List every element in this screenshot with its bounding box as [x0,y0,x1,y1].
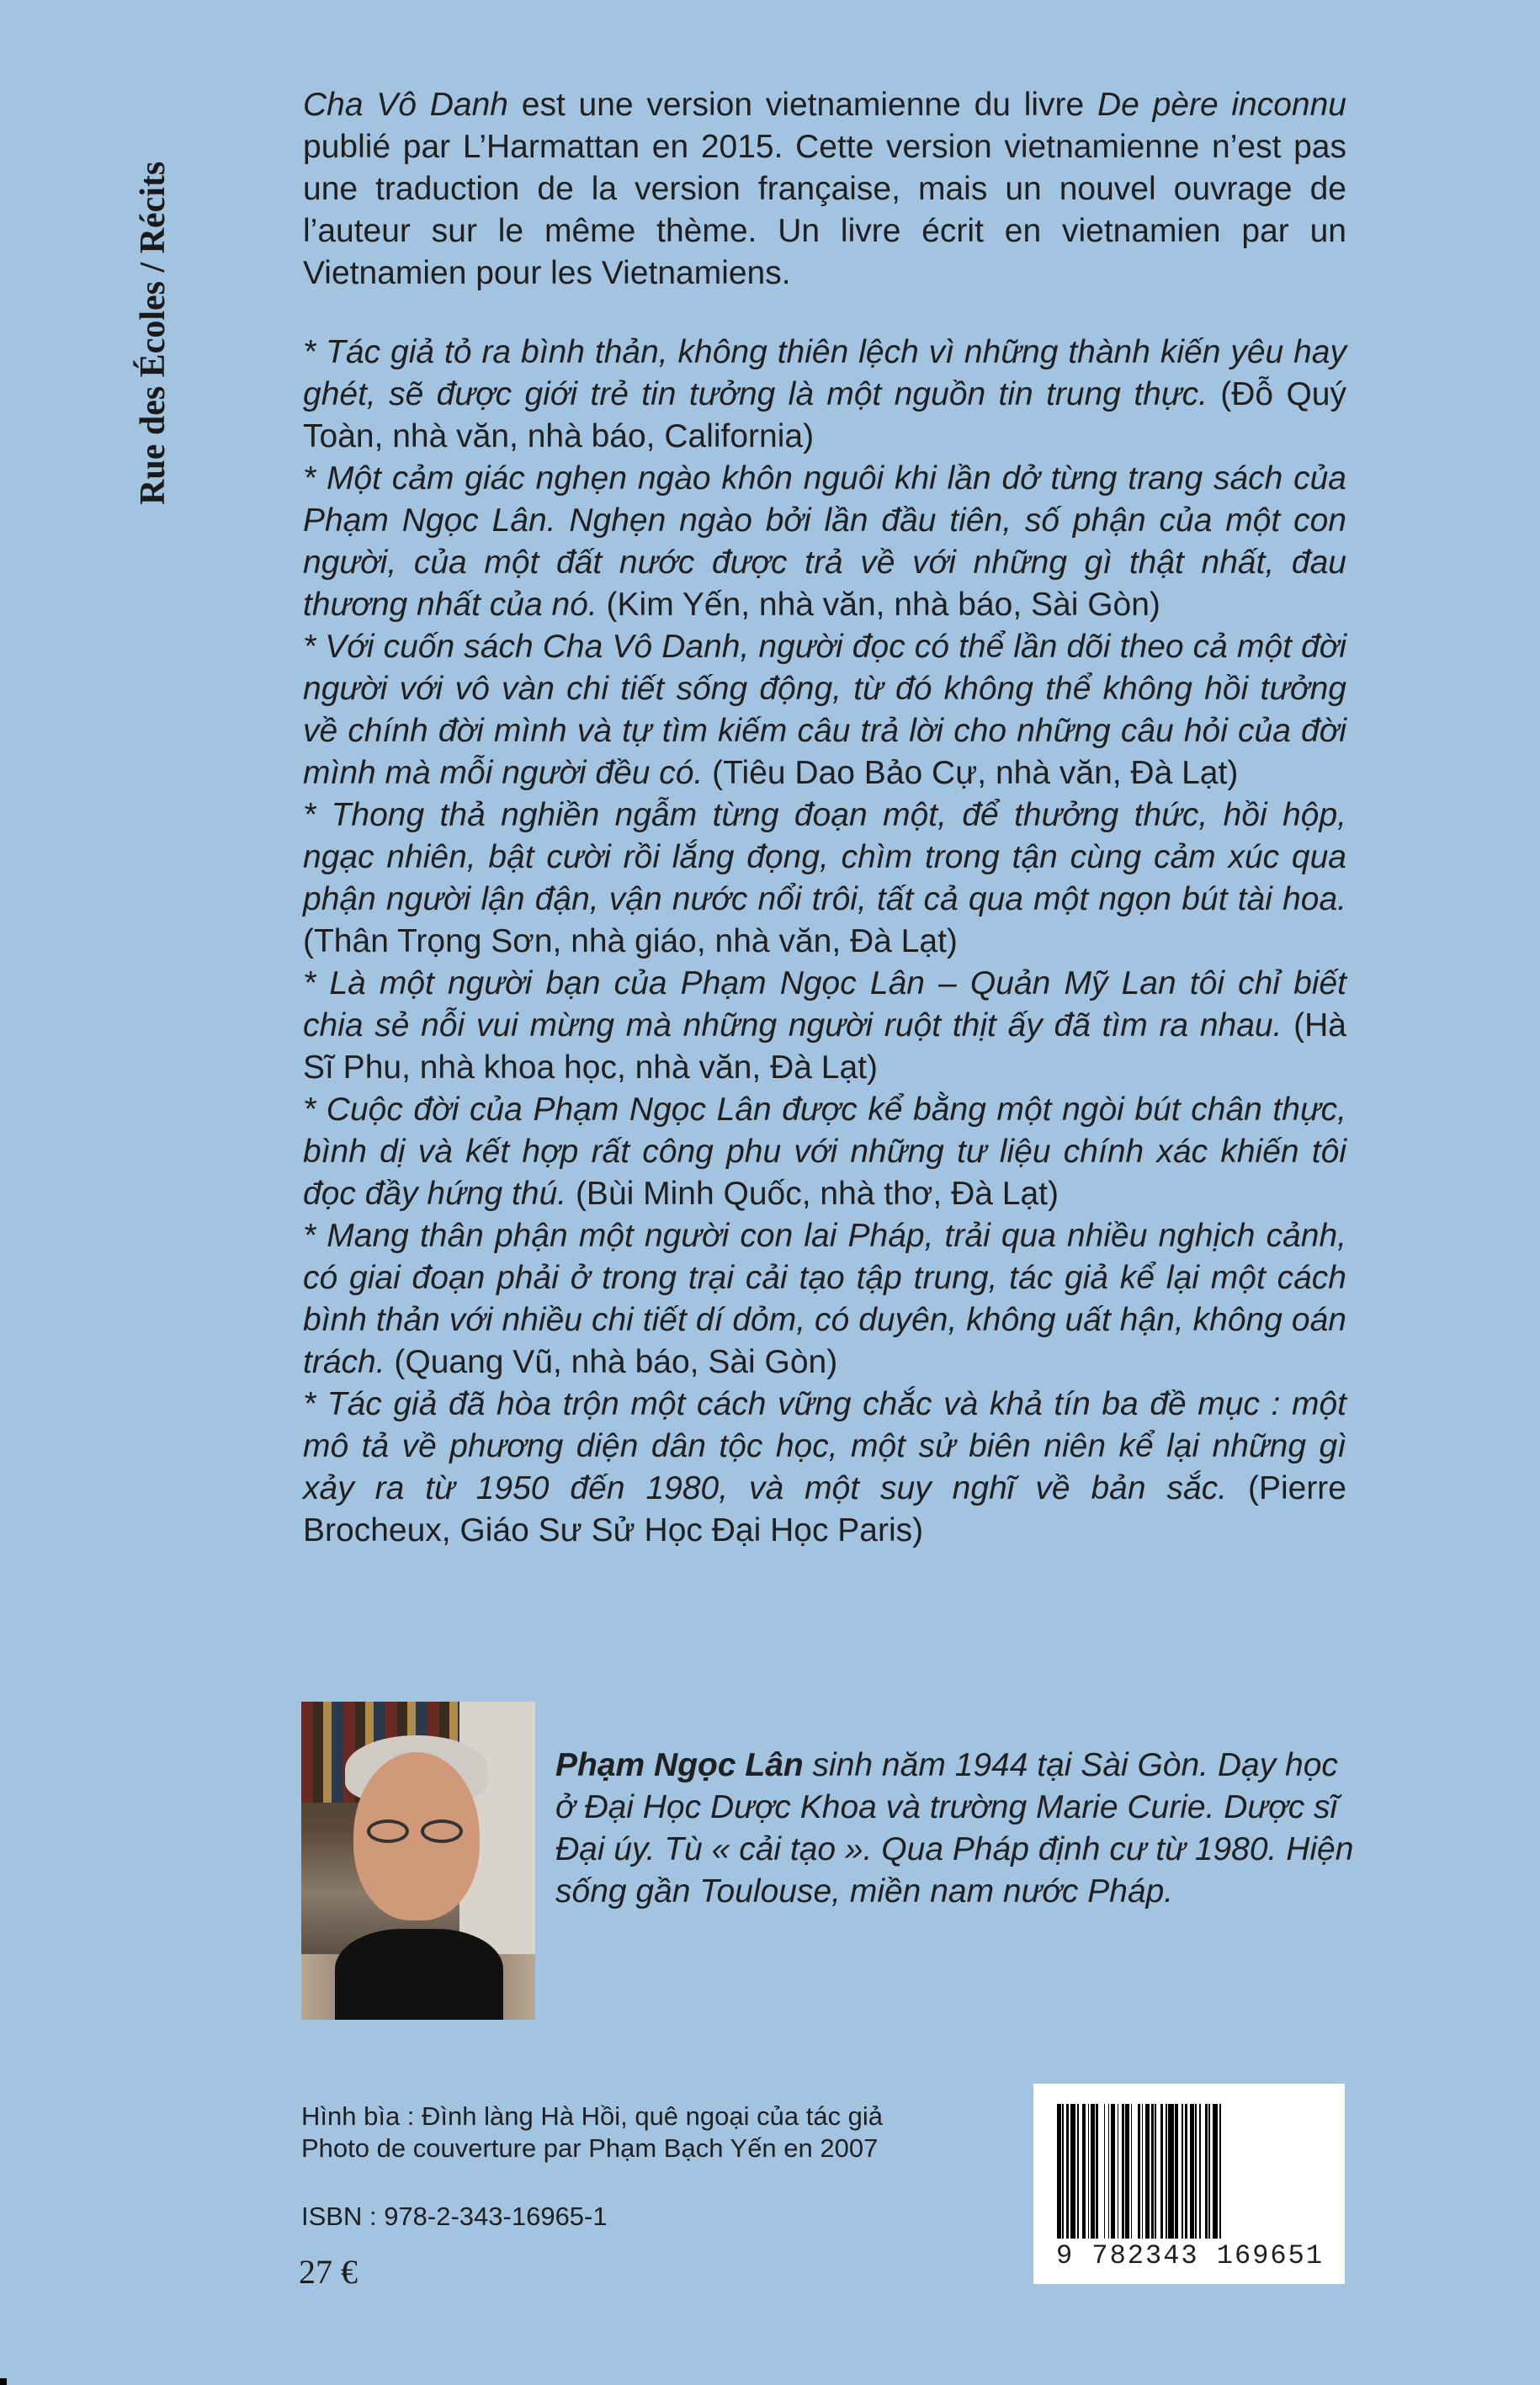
author-block [301,1702,1353,2021]
quote-source: (Bùi Minh Quốc, nhà thơ, Đà Lạt) [566,1176,1059,1212]
quote-text: * Tác giả tỏ ra bình thản, không thiên lệch vì những thành kiến yêu hay ghét, sẽ được giới trẻ tin tưởng là một nguồn tin trung thực. [303,334,1346,412]
quote-source: (Đỗ Quý Toàn, nhà văn, nhà báo, California) [303,376,1346,454]
book-title-vn: Cha Vô Danh [303,87,508,123]
author-name: Phạm Ngọc Lân [555,1747,804,1783]
intro-text-2: publié par L’Harmattan en 2015. Cette version vietnamienne n’est pas une traduction de la version française, mais un nouvel ouvrage de l’auteur sur le même thème. Un livre écrit en vietnamien par un Vietnamien pour les Vietnamiens. [303,129,1346,291]
review-quote [303,1089,1346,1215]
review-quote [303,1384,1346,1552]
barcode-bars [1057,2104,1323,2239]
quote-text: * Thong thả nghiền ngẫm từng đoạn một, để thưởng thức, hồi hộp, ngạc nhiên, bật cười rồi lắng đọng, chìm trong tận cùng cảm xúc qua phận người lận đận, vận nước nổi trôi, tất cả qua một ngọn bút tài hoa. [303,797,1346,917]
author-bio-text: sinh năm 1944 tại Sài Gòn. Dạy học ở Đại Học Dược Khoa và trường Marie Curie. Dược sĩ Đại úy. Tù « cải tạo ». Qua Pháp định cư từ 1980. Hiện sống gần Toulouse, miền nam nước Pháp. [555,1747,1354,1910]
quote-source: (Tiêu Dao Bảo Cự, nhà văn, Đà Lạt) [703,755,1239,791]
quote-source: (Quang Vũ, nhà báo, Sài Gòn) [385,1344,838,1380]
cover-credits [301,2101,883,2165]
quote-source: (Thân Trọng Sơn, nhà giáo, nhà văn, Đà Lạt) [303,923,958,959]
back-cover-text [303,84,1346,1552]
review-quote [303,963,1346,1089]
cover-credit-vn: Hình bìa : Đình làng Hà Hồi, quê ngoại của tác giả [301,2101,884,2131]
quote-text: * Tác giả đã hòa trộn một cách vững chắc và khả tín ba đề mục : một mô tả về phương diện dân tộc học, một sử biên niên kể lại những gì xảy ra từ 1950 đến 1980, và một suy nghĩ về bản sắc. [303,1386,1346,1506]
book-title-fr: De père inconnu [1097,87,1347,123]
review-quote [303,1215,1346,1384]
quote-source: (Kim Yến, nhà văn, nhà báo, Sài Gòn) [597,587,1160,623]
review-quote [303,458,1346,626]
quote-text: * Là một người bạn của Phạm Ngọc Lân – Quản Mỹ Lan tôi chỉ biết chia sẻ nỗi vui mừng mà những người ruột thịt ấy đã tìm ra nhau. [303,965,1346,1044]
quote-text: * Cuộc đời của Phạm Ngọc Lân được kể bằng một ngòi bút chân thực, bình dị và kết hợp rất công phu với những tư liệu chính xác khiến tôi đọc đầy hứng thú. [303,1092,1346,1212]
barcode [1033,2084,1345,2284]
author-bio [555,1745,1355,1913]
quote-text: * Một cảm giác nghẹn ngào khôn nguôi khi lần dở từng trang sách của Phạm Ngọc Lân. Nghẹn ngào bởi lần đầu tiên, số phận của một con người, của một đất nước được trả về với những gì thật nhất, đau thương nhất của nó. [303,460,1346,623]
intro-paragraph [303,84,1346,295]
spine-series-title: Rue des Écoles / Récits [134,161,173,505]
barcode-digits: 9 782343 169651 [1055,2240,1325,2271]
isbn: ISBN : 978-2-343-16965-1 [301,2202,608,2231]
quote-source: (Hà Sĩ Phu, nhà khoa học, nhà văn, Đà Lạt) [303,1007,1346,1086]
crop-mark [0,2378,7,2385]
cover-credit-fr: Photo de couverture par Phạm Bạch Yến en 2007 [301,2133,879,2163]
review-quote [303,626,1346,794]
glasses-icon [367,1819,466,1845]
quote-source: (Pierre Brocheux, Giáo Sư Sử Học Đại Học Paris) [303,1470,1346,1548]
intro-text-1: est une version vietnamienne du livre [508,87,1097,123]
price: 27 € [299,2253,358,2291]
review-quote [303,794,1346,963]
author-photo [301,1702,535,2020]
quote-text: * Với cuốn sách Cha Vô Danh, người đọc có thể lần dõi theo cả một đời người với vô vàn chi tiết sống động, từ đó không thể không hồi tưởng về chính đời mình và tự tìm kiếm câu trả lời cho những câu hỏi của đời mình mà mỗi người đều có. [303,629,1346,791]
turtleneck [335,1929,503,2020]
review-quote [303,332,1346,458]
quote-text: * Mang thân phận một người con lai Pháp, trải qua nhiều nghịch cảnh, có giai đoạn phải ở trong trại cải tạo tập trung, tác giả kể lại một cách bình thản với nhiều chi tiết dí dỏm, có duyên, không uất hận, không oán trách. [303,1218,1346,1380]
barcode-bar [1221,2104,1225,2239]
review-quotes [303,332,1346,1552]
